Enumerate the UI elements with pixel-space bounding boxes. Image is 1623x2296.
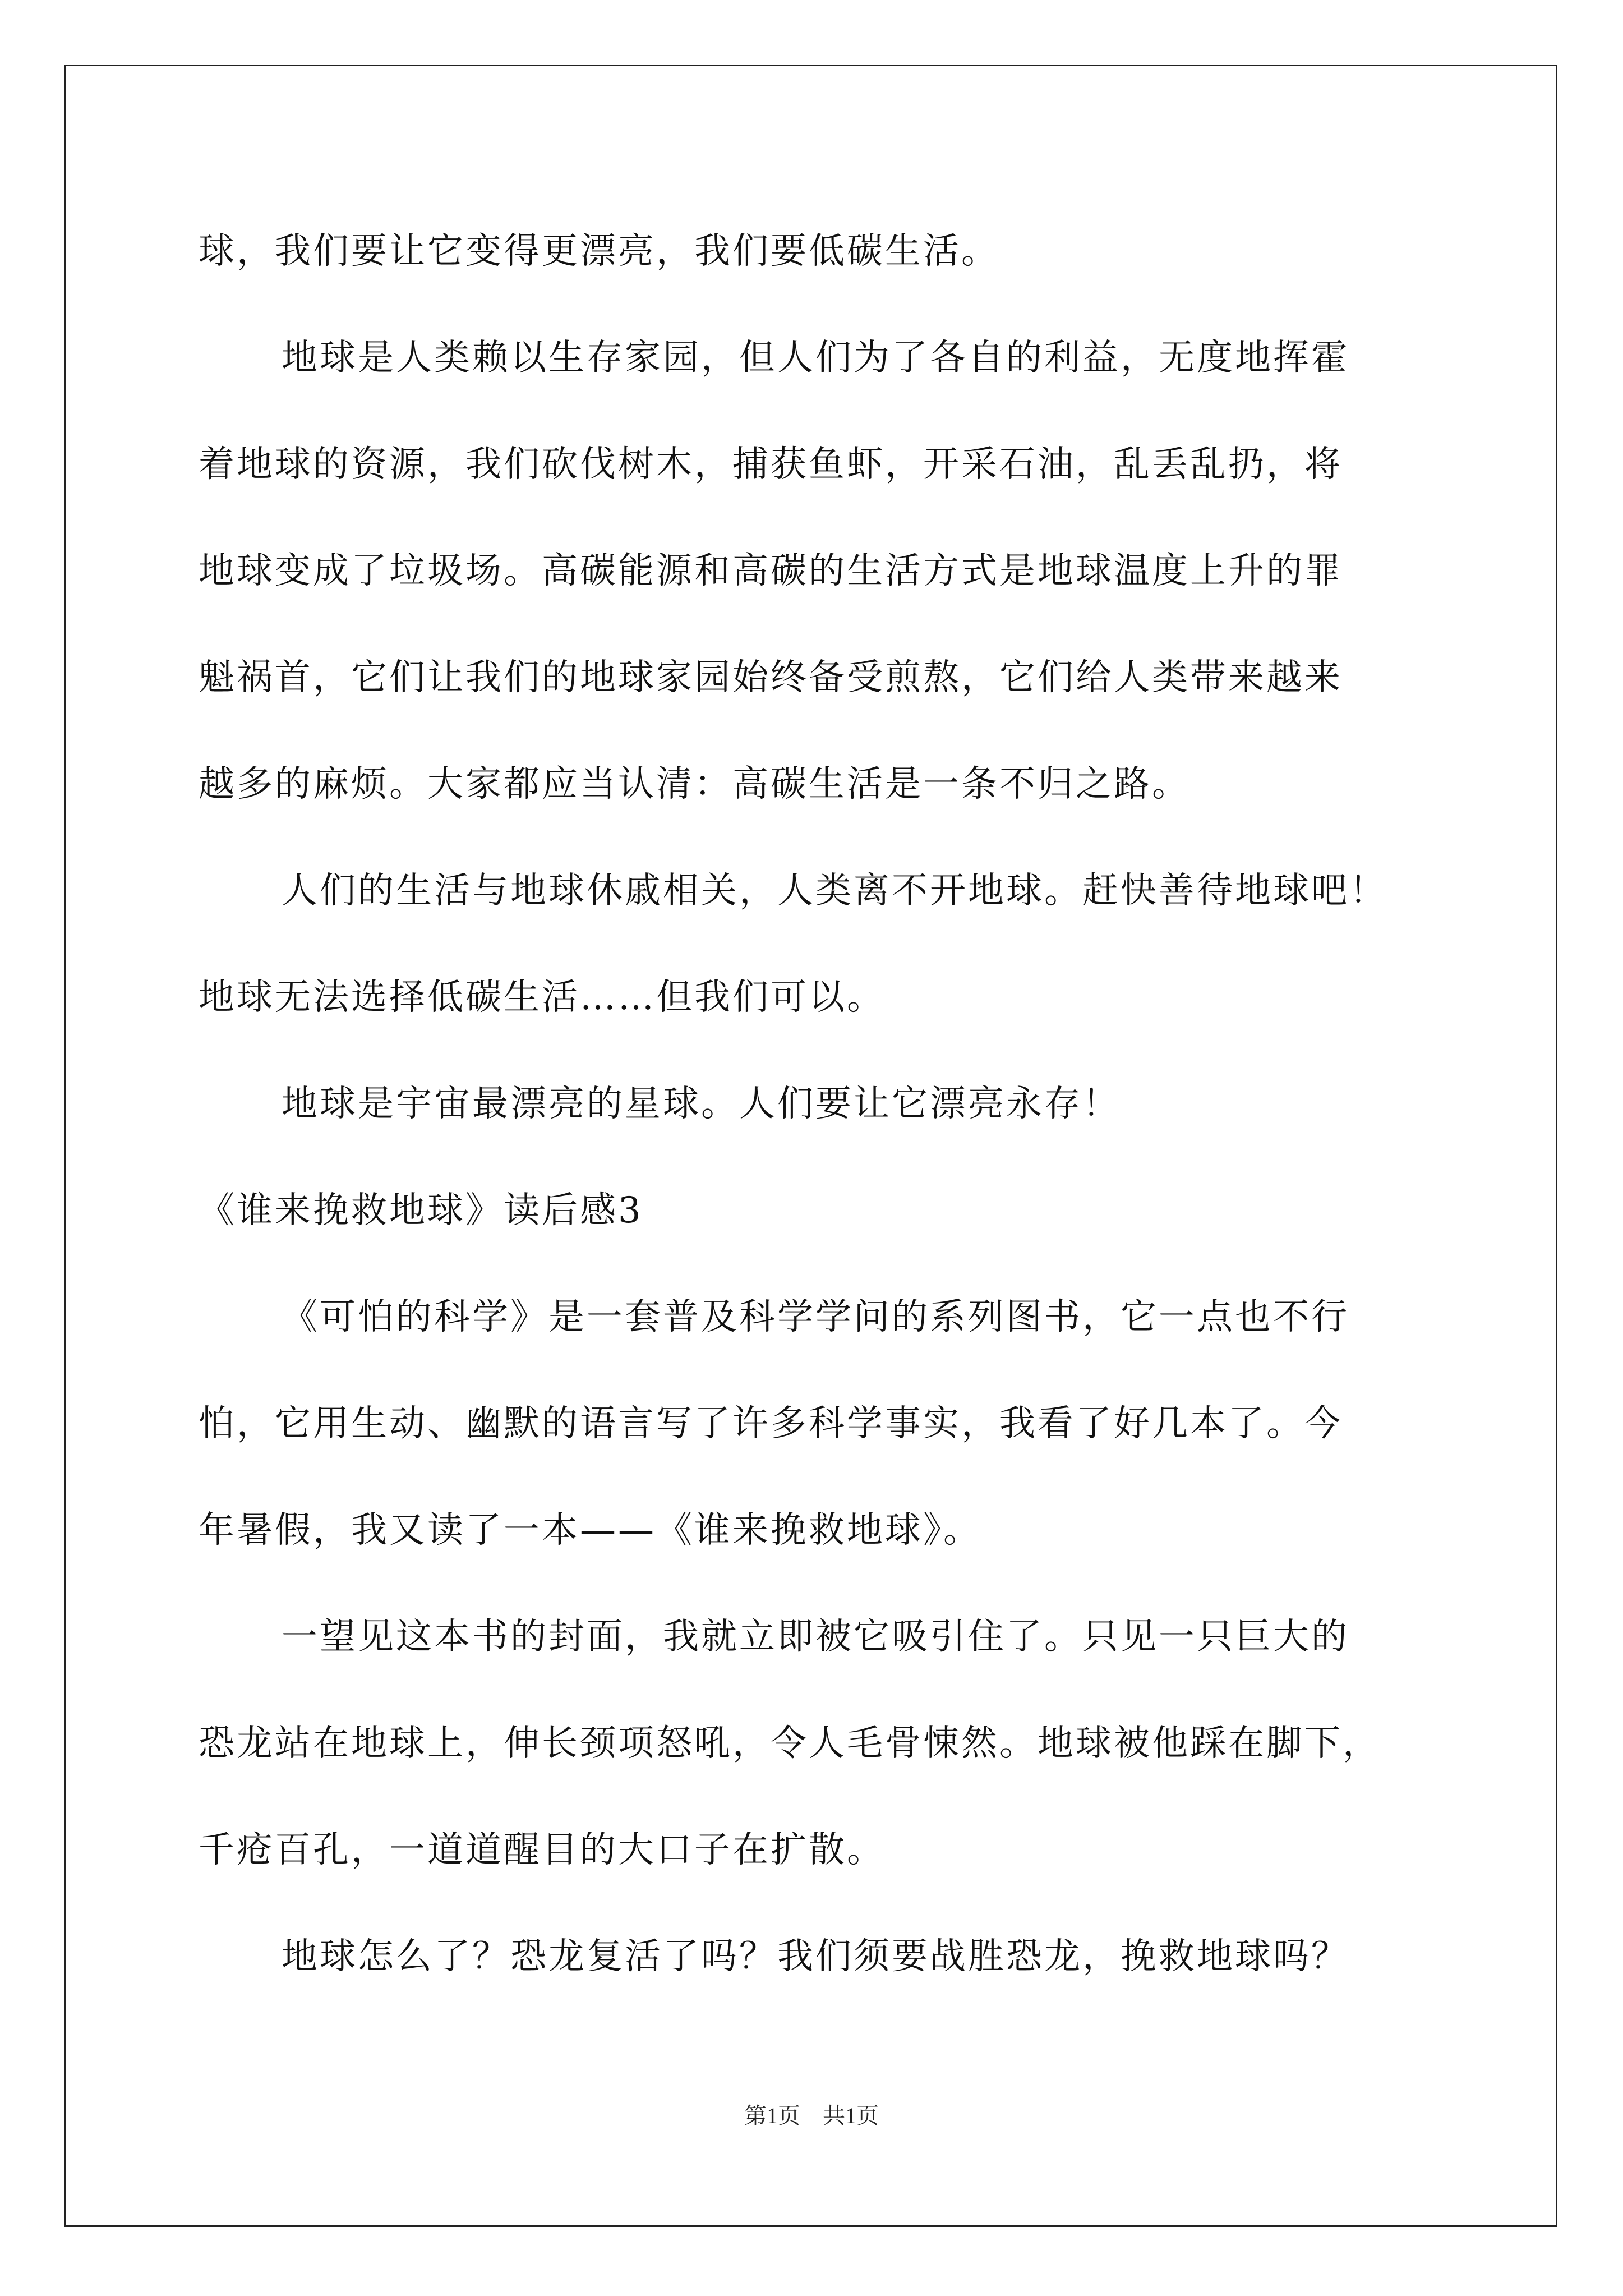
- text-line-6: 越多的麻烦。大家都应当认清：高碳生活是一条不归之路。: [199, 763, 1190, 805]
- section-title: 《谁来挽救地球》读后感3: [199, 1190, 643, 1231]
- page-border: [64, 65, 1557, 2227]
- text-line-14: 一望见这本书的封面，我就立即被它吸引住了。只见一只巨大的: [282, 1616, 1349, 1658]
- text-line-16: 千疮百孔，一道道醒目的大口子在扩散。: [199, 1829, 885, 1871]
- text-line-15: 恐龙站在地球上，伸长颈项怒吼，令人毛骨悚然。地球被他踩在脚下，: [199, 1723, 1381, 1764]
- text-line-9: 地球是宇宙最漂亮的星球。人们要让它漂亮永存！: [282, 1083, 1121, 1125]
- text-line-12: 怕，它用生动、幽默的语言写了许多科学事实，我看了好几本了。今: [199, 1403, 1343, 1444]
- text-line-4: 地球变成了垃圾场。高碳能源和高碳的生活方式是地球温度上升的罪: [199, 550, 1343, 592]
- text-line-2: 地球是人类赖以生存家园，但人们为了各自的利益，无度地挥霍: [282, 337, 1349, 379]
- text-line-7: 人们的生活与地球休戚相关，人类离不开地球。赶快善待地球吧！: [282, 870, 1387, 912]
- text-line-3: 着地球的资源，我们砍伐树木，捕获鱼虾，开采石油，乱丢乱扔，将: [199, 444, 1343, 485]
- text-line-1: 球，我们要让它变得更漂亮，我们要低碳生活。: [199, 231, 999, 272]
- text-line-17: 地球怎么了？恐龙复活了吗？我们须要战胜恐龙，挽救地球吗？: [282, 1936, 1349, 1977]
- text-line-8: 地球无法选择低碳生活……但我们可以。: [199, 977, 885, 1018]
- text-line-13: 年暑假，我又读了一本——《谁来挽救地球》。: [199, 1510, 981, 1551]
- text-line-11: 《可怕的科学》是一套普及科学学问的系列图书，它一点也不行: [282, 1296, 1349, 1338]
- text-line-5: 魁祸首，它们让我们的地球家园始终备受煎熬，它们给人类带来越来: [199, 657, 1343, 698]
- page-footer: 第1页 共1页: [744, 2103, 879, 2128]
